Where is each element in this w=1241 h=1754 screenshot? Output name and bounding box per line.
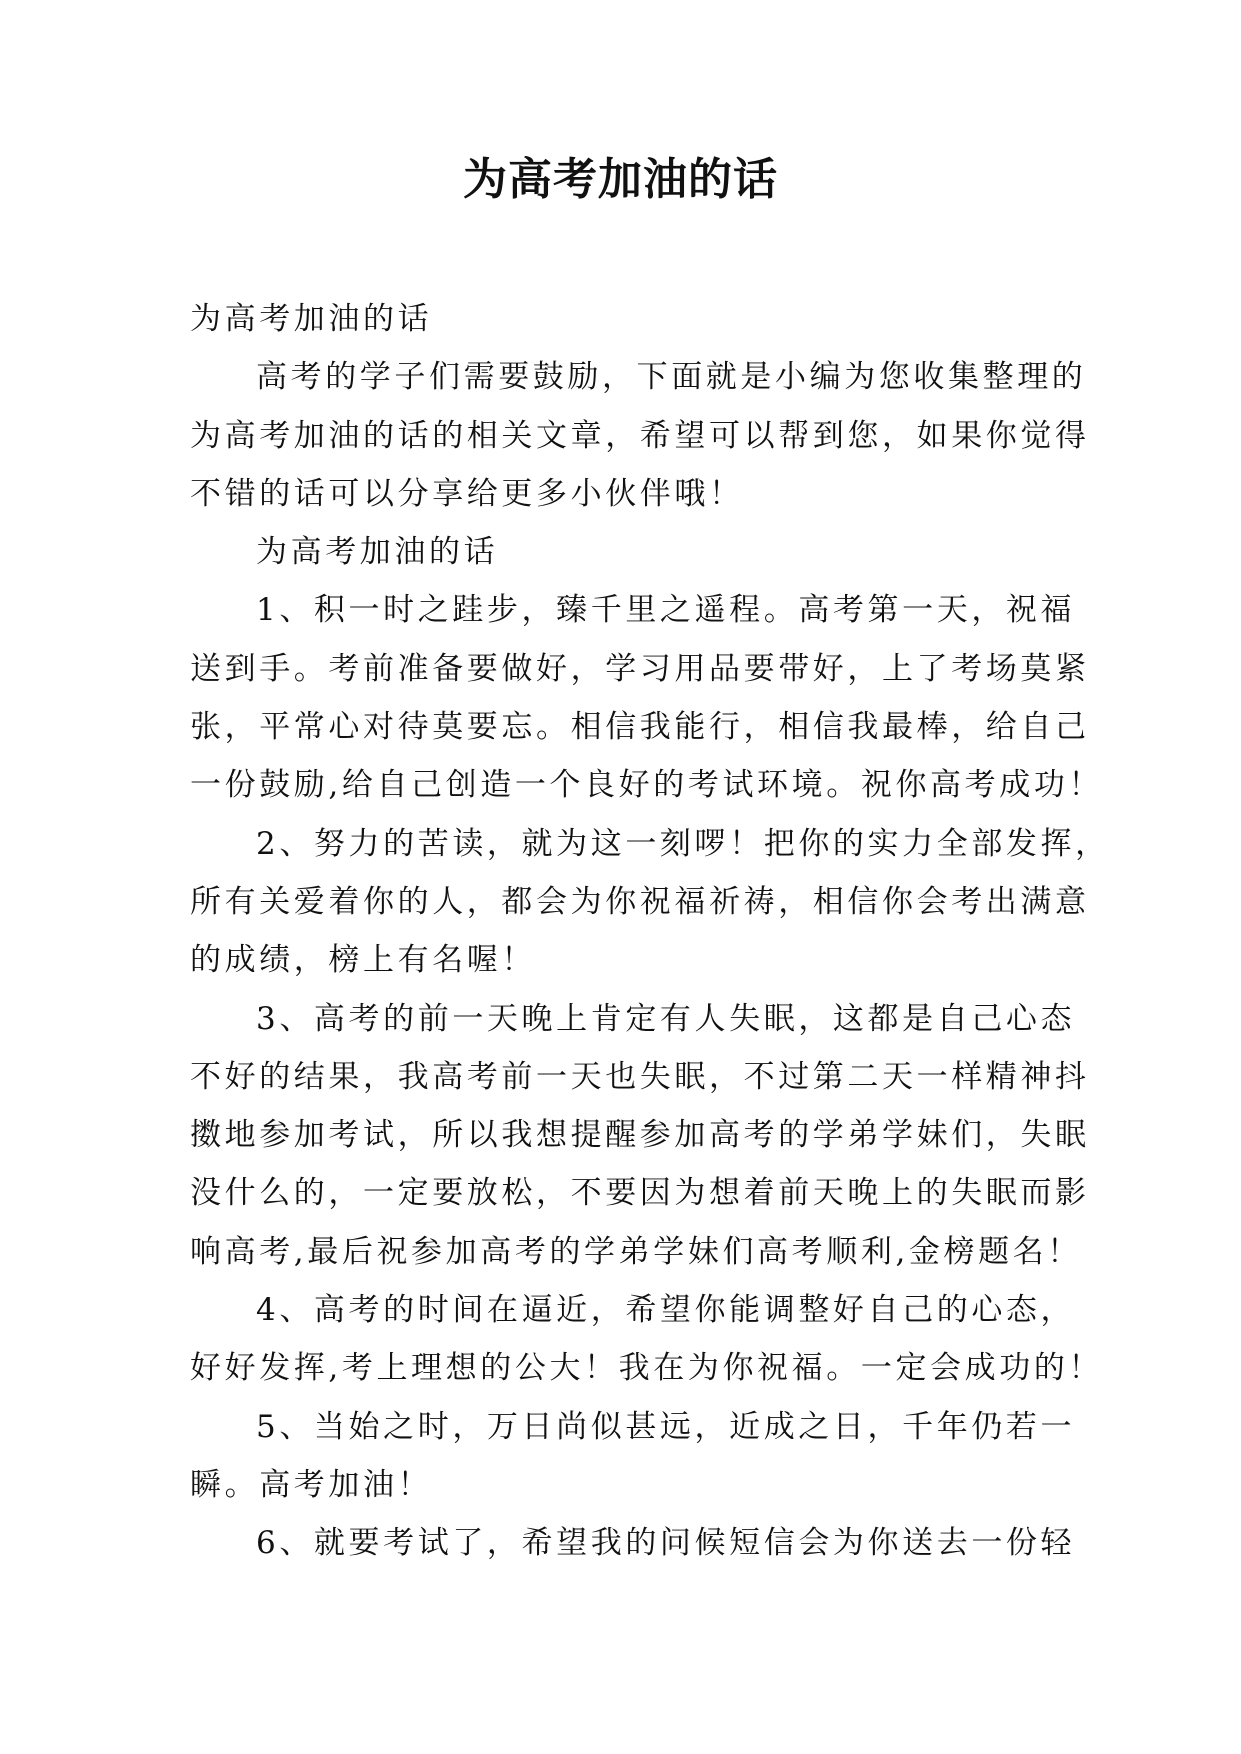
item-2-line: 所有关爱着你的人，都会为你祝福祈祷，相信你会考出满意 bbox=[190, 883, 1090, 920]
item-1-line: 一份鼓励,给自己创造一个良好的考试环境。祝你高考成功！ bbox=[190, 767, 1104, 804]
item-1-line: 送到手。考前准备要做好，学习用品要带好，上了考场莫紧 bbox=[190, 650, 1090, 687]
document-body bbox=[190, 290, 1110, 1573]
section-heading: 为高考加油的话 bbox=[256, 534, 499, 571]
item-2-line: 的成绩，榜上有名喔！ bbox=[190, 942, 536, 979]
intro-paragraph-line: 为高考加油的话的相关文章，希望可以帮到您，如果你觉得 bbox=[190, 417, 1090, 454]
item-1-line: 1、积一时之跬步，臻千里之遥程。高考第一天，祝福 bbox=[256, 592, 1076, 629]
item-1-line: 张，平常心对待莫要忘。相信我能行，相信我最棒，给自己 bbox=[190, 709, 1090, 746]
intro-paragraph-line: 高考的学子们需要鼓励，下面就是小编为您收集整理的 bbox=[256, 359, 1087, 396]
item-5-line: 5、当始之时，万日尚似甚远，近成之日，千年仍若一 bbox=[256, 1408, 1076, 1445]
item-6-line: 6、就要考试了，希望我的问候短信会为你送去一份轻 bbox=[256, 1525, 1076, 1562]
item-3-line: 3、高考的前一天晚上肯定有人失眠，这都是自己心态 bbox=[256, 1000, 1076, 1037]
item-4-line: 好好发挥,考上理想的公大！我在为你祝福。一定会成功的！ bbox=[190, 1350, 1104, 1387]
item-3-line: 不好的结果，我高考前一天也失眠，不过第二天一样精神抖 bbox=[190, 1058, 1090, 1095]
intro-paragraph-line: 不错的话可以分享给更多小伙伴哦！ bbox=[190, 475, 744, 512]
item-3-line: 响高考,最后祝参加高考的学弟学妹们高考顺利,金榜题名！ bbox=[190, 1233, 1082, 1270]
item-2-line: 2、努力的苦读，就为这一刻啰！把你的实力全部发挥， bbox=[256, 825, 1110, 862]
document-title: 为高考加油的话 bbox=[463, 154, 778, 205]
body-line-heading: 为高考加油的话 bbox=[190, 301, 433, 337]
item-4-line: 4、高考的时间在逼近，希望你能调整好自己的心态， bbox=[256, 1292, 1076, 1329]
item-3-line: 没什么的，一定要放松，不要因为想着前天晚上的失眠而影 bbox=[190, 1175, 1090, 1212]
item-3-line: 擞地参加考试，所以我想提醒参加高考的学弟学妹们，失眠 bbox=[190, 1117, 1090, 1154]
item-5-line: 瞬。高考加油！ bbox=[190, 1466, 433, 1503]
